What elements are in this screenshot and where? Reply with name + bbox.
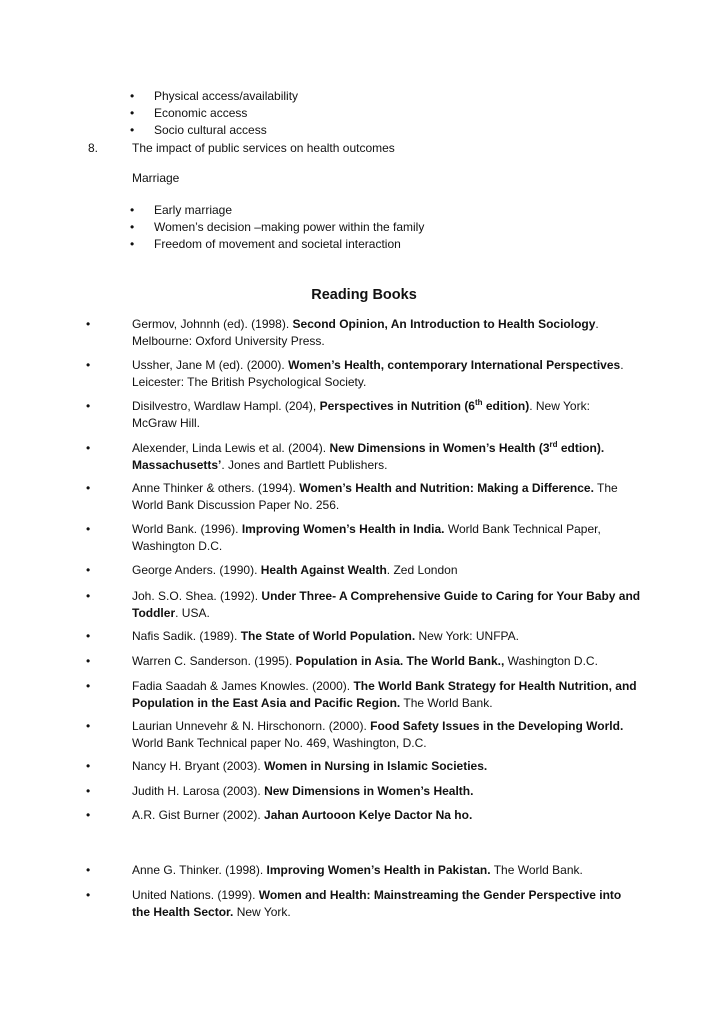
bullet-icon: •	[86, 654, 91, 668]
reference-title: Perspectives in Nutrition (6th edition)	[319, 398, 530, 413]
reference-title: Improving Women’s Health in Pakistan.	[266, 863, 491, 877]
reference-title: The World Bank Strategy for Health Nutrition, and	[353, 679, 637, 693]
bullet-icon: •	[86, 808, 91, 822]
bullet-icon: •	[130, 106, 135, 120]
reference-title: New Dimensions in Women’s Health.	[264, 784, 474, 798]
reference-title: Improving Women’s Health in India.	[241, 522, 445, 536]
bullet-icon: •	[130, 203, 135, 217]
reference-title: Women’s Health, contemporary International Perspectives	[288, 358, 621, 372]
bullet-icon: •	[86, 358, 91, 372]
list-item: • Freedom of movement and societal interaction	[130, 237, 401, 251]
section-heading: Reading Books	[311, 287, 417, 303]
item-text: The impact of public services on health outcomes	[132, 141, 395, 155]
marriage-label: Marriage	[132, 171, 180, 185]
bullet-icon: •	[86, 399, 91, 413]
bullet-icon: •	[86, 481, 91, 495]
bullet-icon: •	[86, 679, 91, 693]
bullet-icon: •	[130, 123, 135, 137]
item-number: 8.	[88, 141, 99, 155]
bullet-icon: •	[86, 522, 91, 536]
reference-title: Population in Asia. The World Bank.,	[295, 654, 505, 668]
bullet-icon: •	[86, 441, 91, 455]
reference-title: Women and Health: Mainstreaming the Gender Perspective into	[258, 888, 622, 902]
reference-title: Women in Nursing in Islamic Societies.	[264, 759, 488, 773]
bullet-icon: •	[86, 317, 91, 331]
bullet-icon: •	[86, 589, 91, 603]
bullet-icon: •	[130, 89, 135, 103]
access-bullet-list	[130, 88, 650, 139]
reference-title: Second Opinion, An Introduction to Health Sociology	[292, 317, 596, 331]
list-item: • Women’s decision –making power within the family	[130, 220, 425, 234]
bullet-icon: •	[86, 784, 91, 798]
reference-title: Jahan Aurtooon Kelye Dactor Na ho.	[264, 808, 473, 822]
bullet-icon: •	[86, 563, 91, 577]
document-page: • Physical access/availability • Economic access • Socio cultural access 8. The impact of public services on health outcomes Marriage • Early marriage • Women’s decision –making power within the family • Freedom of movement and societal interaction Reading Books • Germov, Johnnh (ed). (1998). Second Opinion, An Introduction to Health Sociology. Melbourne: Oxford University Press. • Ussher, Jane M (ed). (2000). Women’s Health, contemporary International Perspectives. Leicester: The British Psychological Society. • Disilvestro, Wardlaw Hampl. (204), Perspectives in Nutrition (6th edition). New York: McGraw Hill. • Alexender, Linda Lewis et al. (2004). New Dimensions in Women’s Health (3rd edtion). Massachusetts’. Jones and Bartlett Publishers. • Anne Thinker & others. (1994). Women’s Health and Nutrition: Making a Difference. The World Bank Discussion Paper No. 256. • World Bank. (1996). Improving Women’s Health in India. World Bank Technical Paper, Washington D.C. • George Anders. (1990). Health Against Wealth. Zed London • Joh. S.O. Shea. (1992). Under Three- A Comprehensive Guide to Caring for Your Baby and Toddler. USA. • Nafis Sadik. (1989). The State of World Population. New York: UNFPA. • Warren C. Sanderson. (1995). Population in Asia. The World Bank., Washington D.C. • Fadia Saadah & James Knowles. (2000). The World Bank Strategy for Health Nutrition, and Population in the East Asia and Pacific Region. The World Bank. • Laurian Unnevehr & N. Hirschonorn. (2000). Food Safety Issues in the Developing World. World Bank Technical paper No. 469, Washington, D.C. • Nancy H. Bryant (2003). Women in Nursing in Islamic Societies. • Judith H. Larosa (2003). New Dimensions in Women’s Health. • A.R. Gist Burner (2002). Jahan Aurtooon Kelye Dactor Na ho. • Anne G. Thinker. (1998). Improving Women’s Health in Pakistan. The World Bank. • United Nations. (1999). Women and Health: Mainstreaming the Gender Perspective into the Health Sector. New York.	[0, 0, 728, 1030]
reference-title: New Dimensions in Women’s Health (3rd edtion).	[329, 440, 605, 455]
reference-title: Food Safety Issues in the Developing World.	[370, 719, 624, 733]
bullet-icon: •	[86, 888, 91, 902]
reference-title: Under Three- A Comprehensive Guide to Caring for Your Baby and	[261, 589, 641, 603]
reference-title: Health Against Wealth	[260, 563, 387, 577]
bullet-icon: •	[86, 719, 91, 733]
marriage-bullet-list	[130, 202, 650, 253]
reference-title: The State of World Population.	[240, 629, 416, 643]
list-item: • Early marriage	[130, 203, 233, 217]
bullet-icon: •	[86, 629, 91, 643]
list-item: • Physical access/availability	[130, 89, 299, 103]
reference-title: Women’s Health and Nutrition: Making a Difference.	[299, 481, 594, 495]
bullet-icon: •	[130, 237, 135, 251]
bullet-icon: •	[130, 220, 135, 234]
list-item: • Economic access	[130, 106, 248, 120]
bullet-icon: •	[86, 759, 91, 773]
list-item: • Socio cultural access	[130, 123, 267, 137]
bullet-icon: •	[86, 863, 91, 877]
